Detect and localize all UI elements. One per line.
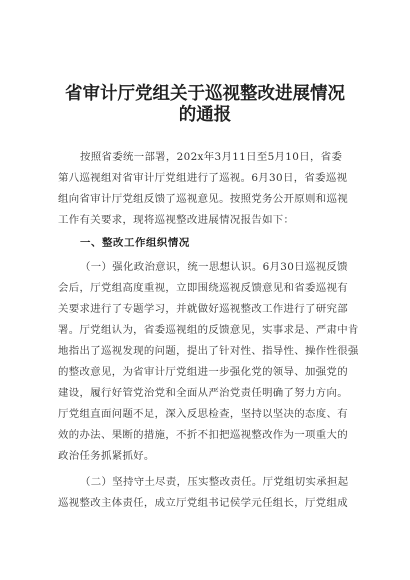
body-line-16: 巡视整改主体责任，成立厅党组书记侯学元任组长，厅党组成 xyxy=(58,497,348,509)
body-line-2: 第八巡视组对省审计厅党组进行了巡视。6月30日，省委巡视 xyxy=(58,172,348,184)
document-title-line-1: 省审计厅党组关于巡视整改进展情况 xyxy=(65,84,345,104)
body-line-8: 署。厅党组认为，省委巡视组的反馈意见，实事求是、严肃中肯 xyxy=(58,324,359,336)
body-line-13: 效的办法、果断的措施，不折不扣把巡视整改作为一项重大的 xyxy=(58,429,348,441)
body-line-11: 建设，履行好管党治党和全面从严治党责任明确了努力方向。 xyxy=(58,387,348,399)
document-title-line-2: 的通报 xyxy=(178,105,232,125)
body-line-14: 政治任务抓紧抓好。 xyxy=(58,450,155,462)
body-line-7: 关要求进行了专题学习，并就做好巡视整改工作进行了研究部 xyxy=(58,303,348,315)
body-line-9: 地指出了巡视发现的问题，提出了针对性、指导性、操作性很强 xyxy=(58,345,359,357)
body-line-1: 按照省委统一部署，202x年3月11日至5月10日，省委 xyxy=(80,151,343,163)
section-heading-1: 一、整改工作组织情况 xyxy=(80,237,190,249)
body-line-15: （二）坚持守土尽责，压实整改责任。厅党组切实承担起 xyxy=(80,476,349,488)
body-line-4: 工作有关要求，现将巡视整改进展情况报告如下： xyxy=(58,214,295,226)
body-line-10: 的整改意见，为省审计厅党组进一步强化党的领导、加强党的 xyxy=(58,366,348,378)
body-line-12: 厅党组直面问题不足，深入反思检查，坚持以坚决的态度、有 xyxy=(58,408,348,420)
body-line-3: 组向省审计厅党组反馈了巡视意见。按照党务公开原则和巡视 xyxy=(58,193,348,205)
body-line-5: （一）强化政治意识，统一思想认识。6月30日巡视反馈 xyxy=(80,261,348,273)
body-line-6: 会后，厅党组高度重视，立即围绕巡视反馈意见和省委巡视有 xyxy=(58,282,348,294)
